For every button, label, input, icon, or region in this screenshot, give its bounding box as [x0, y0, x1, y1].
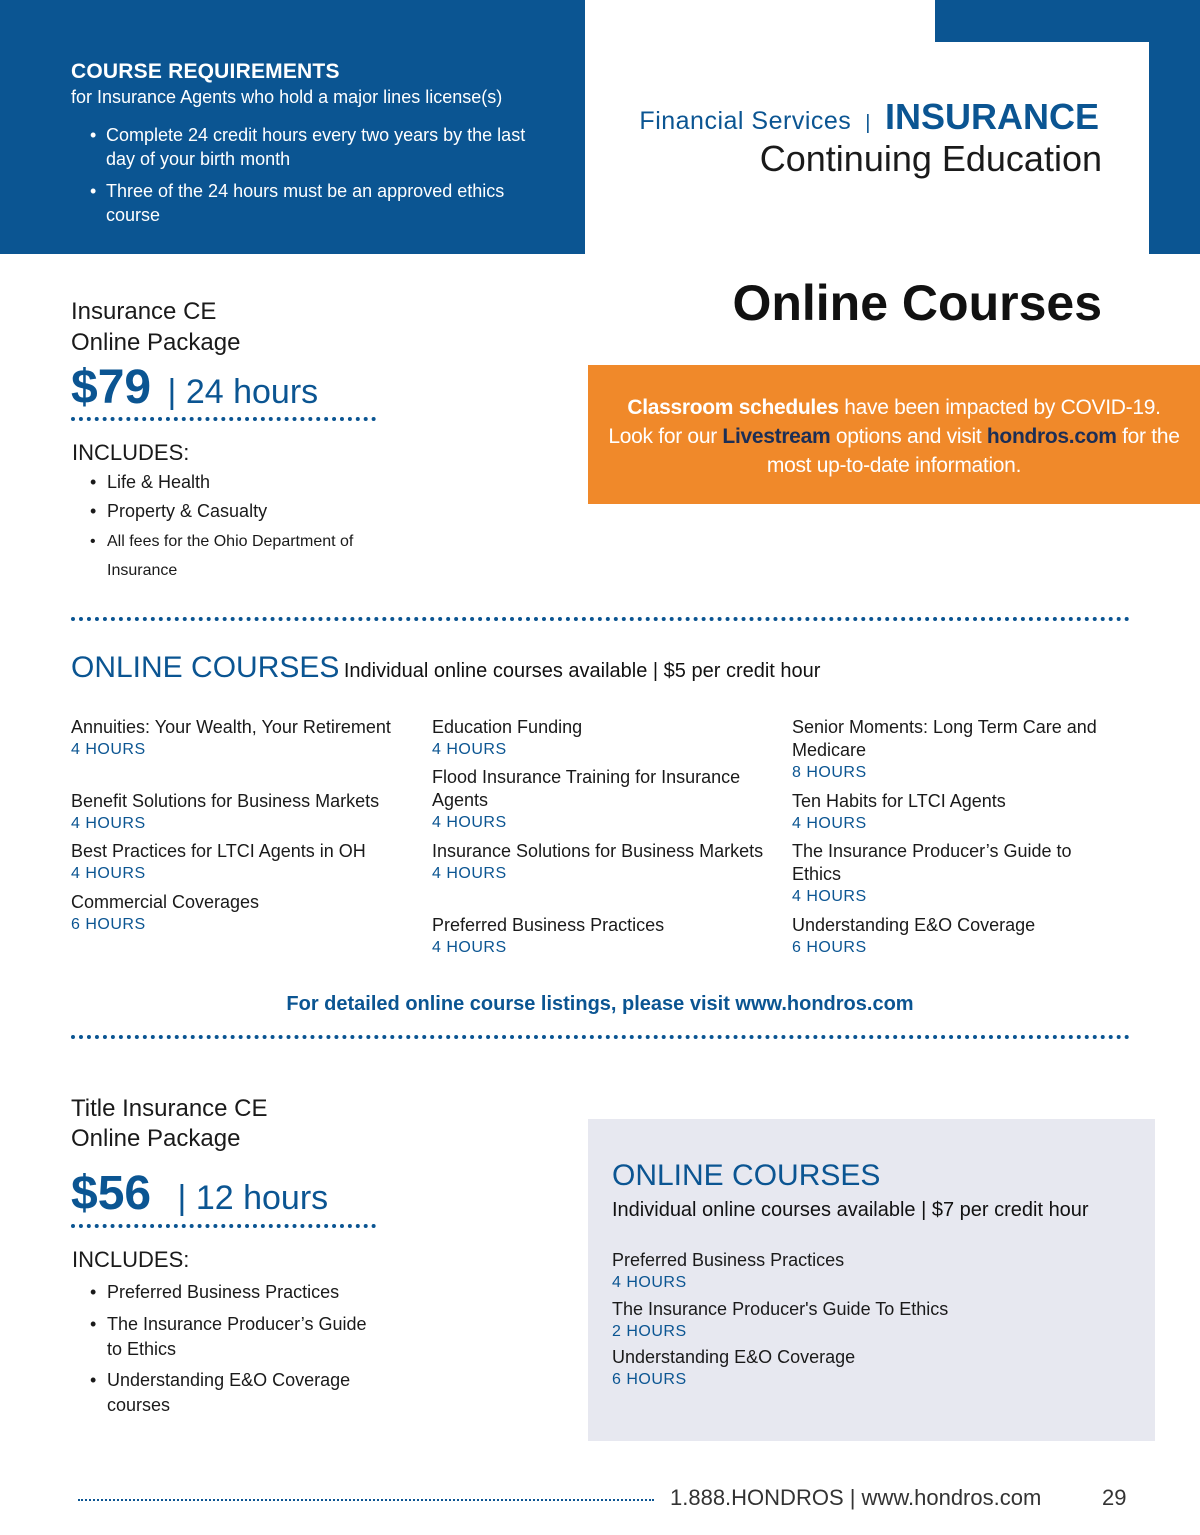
title-courses-subheading: Individual online courses available | $7 per credit hour [612, 1199, 1089, 1221]
course-item: Best Practices for LTCI Agents in OH 4 HOURS [71, 841, 366, 882]
bullet-icon: • [90, 1282, 97, 1302]
course-item: Benefit Solutions for Business Markets 4 HOURS [71, 791, 380, 832]
bullet-icon: • [90, 533, 96, 550]
package-price-row [71, 1166, 328, 1221]
course-item: The Insurance Producer's Guide To Ethics 2 HOURS [612, 1299, 949, 1340]
package-hours: | 24 hours [167, 373, 319, 411]
bullet-icon: • [90, 181, 97, 201]
title-courses-heading: ONLINE COURSES [612, 1159, 881, 1192]
header-frame-top [935, 0, 1200, 42]
header-section-label [639, 96, 1099, 138]
page-title: Online Courses [732, 275, 1102, 331]
requirements-subtitle: for Insurance Agents who hold a major lines license(s) [71, 87, 503, 107]
package-price-row [71, 360, 318, 415]
package-name: Insurance CE Online Package [71, 298, 241, 356]
dotted-divider [71, 1224, 376, 1228]
covid-notice: Classroom schedules have been impacted by COVID-19. Look for our Livestream options and visit hondros.com for the most up-to-date information. [588, 365, 1200, 504]
bullet-icon: • [90, 472, 97, 492]
footer-contact: 1.888.HONDROS | www.hondros.com [670, 1485, 1042, 1510]
course-item: Understanding E&O Coverage 6 HOURS [612, 1347, 856, 1388]
continuing-education-label: Continuing Education [759, 138, 1102, 179]
bullet-icon: • [90, 125, 97, 145]
package-price: $56 [71, 1167, 152, 1220]
dotted-divider [71, 417, 376, 421]
package-price: $79 [71, 361, 152, 414]
course-item: Education Funding 4 HOURS [432, 717, 583, 758]
course-item: Senior Moments: Long Term Care and Medicare 8 HOURS [792, 717, 1097, 781]
dotted-divider [71, 1035, 1130, 1039]
course-listings-link[interactable]: For detailed online course listings, please visit www.hondros.com [286, 993, 914, 1015]
page-number: 29 [1102, 1485, 1127, 1510]
includes-label: INCLUDES: [72, 440, 190, 465]
title-online-courses-box [588, 1119, 1155, 1441]
course-item: Preferred Business Practices 4 HOURS [612, 1250, 845, 1291]
bullet-icon: • [90, 501, 97, 521]
bullet-icon: • [90, 1314, 97, 1334]
course-item: Flood Insurance Training for Insurance Agents 4 HOURS [432, 767, 741, 831]
course-item: Commercial Coverages 6 HOURS [71, 892, 260, 933]
course-item: Insurance Solutions for Business Markets 4 HOURS [432, 841, 764, 882]
financial-services-label: Financial Services [639, 107, 852, 135]
course-item: Preferred Business Practices 4 HOURS [432, 915, 665, 956]
header-separator: | [865, 112, 871, 134]
hondros-link[interactable]: hondros.com [986, 425, 1117, 448]
package-hours: | 12 hours [177, 1179, 329, 1217]
requirements-title: COURSE REQUIREMENTS [71, 60, 340, 83]
covid-bold-schedules: Classroom schedules [627, 396, 839, 419]
insurance-label: INSURANCE [884, 96, 1099, 137]
livestream-label: Livestream [722, 425, 831, 448]
header-frame-right [1149, 42, 1200, 254]
includes-label: INCLUDES: [72, 1247, 190, 1272]
course-item: Ten Habits for LTCI Agents 4 HOURS [792, 791, 1006, 832]
bullet-icon: • [90, 1370, 97, 1390]
footer-dotted-line [78, 1499, 654, 1501]
course-item: Understanding E&O Coverage 6 HOURS [792, 915, 1036, 956]
course-item: The Insurance Producer’s Guide to Ethics 4 HOURS [792, 841, 1072, 905]
course-item: Annuities: Your Wealth, Your Retirement 4 HOURS [71, 717, 391, 758]
online-courses-heading: ONLINE COURSES Individual online courses available | $5 per credit hour [71, 651, 821, 684]
dotted-divider [71, 617, 1130, 621]
package-name: Title Insurance CE Online Package [71, 1095, 268, 1152]
